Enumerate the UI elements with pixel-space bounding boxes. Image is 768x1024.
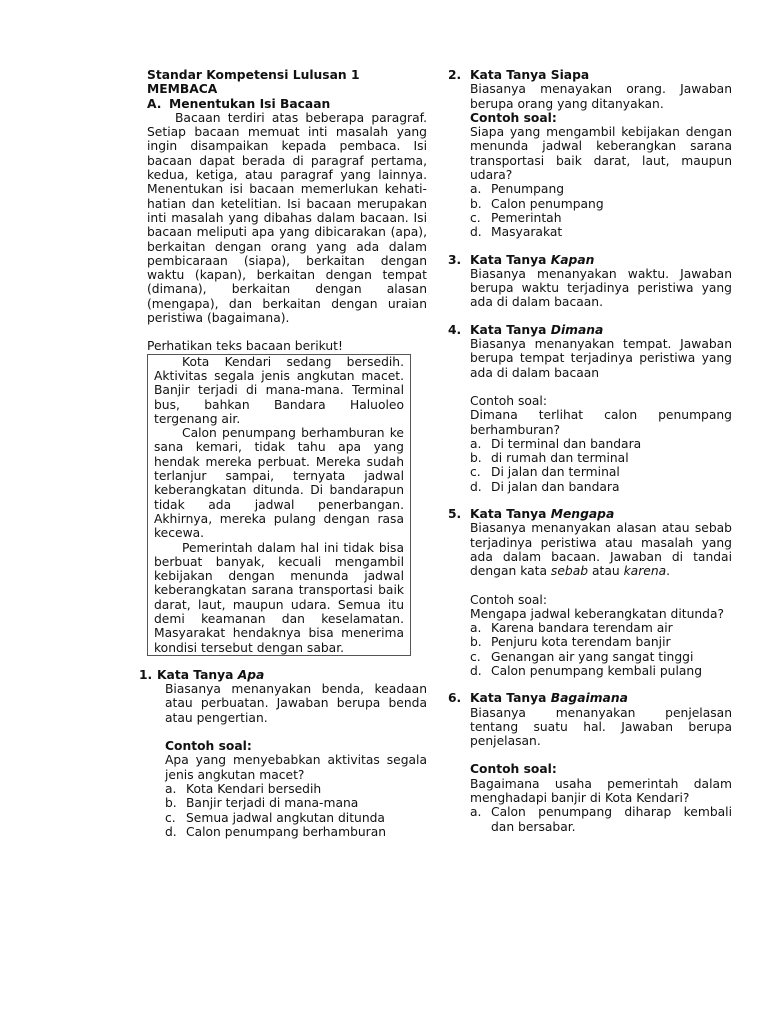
section-siapa-example-label: Contoh soal: — [470, 110, 557, 125]
section-bagaimana-example-label: Contoh soal: — [470, 762, 557, 777]
section-dimana-description: Biasanya menanyakan tempat. Jawaban berupa tempat terjadinya peristiwa yang ada di dalam bacaan — [470, 337, 732, 380]
section-apa-keyword: Apa — [237, 667, 265, 682]
answer-option: a. Karena bandara terendam air — [470, 621, 673, 636]
section-a-heading — [147, 97, 427, 111]
answer-option: c. Semua jadwal angkutan ditunda — [165, 810, 385, 825]
section-dimana-example-label: Contoh soal: — [470, 393, 547, 408]
answer-option: b. Penjuru kota terendam banjir — [470, 635, 671, 650]
reading-paragraph-3: Pemerintah dalam hal ini tidak bisa berbuat banyak, kecuali mengambil kebijakan dengan menunda jadwal keberangkatan sarana transportasi baik darat, laut, maupun udara. Semua itu demi keamanan dan keselamatan. Masyarakat hendaknya bisa menerima kondisi tersebut dengan sabar. — [154, 540, 404, 655]
section-siapa-heading: 2. Kata Tanya Siapa — [448, 68, 590, 82]
section-kapan-heading: 3. Kata Tanya Kapan — [448, 252, 595, 267]
section-mengapa-keyword: Mengapa — [550, 507, 615, 522]
section-bagaimana-keyword: Bagaimana — [550, 691, 628, 706]
section-dimana — [448, 323, 732, 494]
section-mengapa-description: Biasanya menanyakan alasan atau sebab terjadinya peristiwa atau masalah yang ada dalam bacaan. Jawaban di tandai dengan kata sebab atau karena. — [470, 521, 732, 579]
reading-paragraph-2: Calon penumpang berhamburan ke sana kemari, tidak tahu apa yang hendak mereka perbuat. Mereka sudah terlanjur sampai, ternyata jadwal keberangkatan ditunda. Di bandarapun tidak ada jadwal penerbangan. Akhirnya, mereka pulang dengan rasa kecewa. — [154, 426, 404, 541]
section-apa-question: Apa yang menyebabkan aktivitas segala jenis angkutan macet? — [165, 753, 427, 782]
section-kapan-keyword: Kapan — [550, 252, 595, 267]
reading-paragraph-1: Kota Kendari sedang bersedih. Aktivitas segala jenis angkutan macet. Banjir terjadi di mana-mana. Terminal bus, bahkan Bandara Haluoleo tergenang air. — [154, 354, 404, 426]
document-subtitle: MEMBACA — [147, 82, 218, 97]
answer-option: d. Di jalan dan bandara — [470, 479, 620, 494]
section-dimana-heading: 4. Kata Tanya Dimana — [448, 322, 604, 337]
answer-option: b. Calon penumpang — [470, 196, 604, 211]
reading-passage-box — [147, 354, 411, 656]
section-dimana-keyword: Dimana — [550, 322, 604, 337]
answer-option: a. Penumpang — [470, 182, 565, 197]
section-apa-description: Biasanya menanyakan benda, keadaan atau perbuatan. Jawaban berupa benda atau pengertian. — [165, 682, 427, 725]
section-siapa — [448, 68, 732, 240]
answer-option: a. Di terminal dan bandara — [470, 436, 642, 451]
section-siapa-keyword: Siapa — [550, 68, 590, 82]
reading-intro: Perhatikan teks bacaan berikut! — [147, 339, 343, 354]
section-bagaimana-heading: 6. Kata Tanya Bagaimana — [448, 691, 628, 706]
section-apa-heading: 1. Kata Tanya Apa — [139, 667, 265, 682]
section-bagaimana-description: Biasanya menanyakan penjelasan tentang suatu hal. Jawaban berupa penjelasan. — [470, 705, 732, 749]
section-siapa-question: Siapa yang mengambil kebijakan dengan menunda jadwal keberangkan sarana transportasi baik darat, laut, maupun udara? — [470, 125, 732, 183]
section-a-title: Menentukan Isi Bacaan — [169, 96, 331, 111]
answer-option: b. di rumah dan terminal — [470, 451, 629, 466]
answer-option: d. Calon penumpang kembali pulang — [470, 663, 703, 678]
section-kapan-description: Biasanya menanyakan waktu. Jawaban berupa waktu terjadinya peristiwa yang ada di dalam bacaan. — [470, 266, 732, 310]
section-apa — [139, 668, 427, 839]
answer-option: c. Di jalan dan terminal — [470, 465, 620, 480]
answer-option: a. Kota Kendari bersedih — [165, 781, 322, 796]
left-column — [139, 68, 427, 839]
section-mengapa — [448, 507, 732, 678]
answer-option: b. Banjir terjadi di mana-mana — [165, 796, 359, 811]
answer-option: d. Calon penumpang berhamburan — [165, 824, 387, 839]
answer-option: d. Masyarakat — [470, 225, 563, 240]
section-siapa-description: Biasanya menayakan orang. Jawaban berupa orang yang ditanyakan. — [470, 82, 732, 111]
section-kapan — [448, 253, 732, 310]
answer-option: a. Calon penumpang diharap kembali dan bersabar. — [470, 805, 732, 834]
section-dimana-question: Dimana terlihat calon penumpang berhamburan? — [470, 408, 732, 437]
intro-paragraph: Bacaan terdiri atas beberapa paragraf. Setiap bacaan memuat inti masalah yang ingin disampaikan kepada pembaca. Isi bacaan dapat berada di paragraf pertama, kedua, ketiga, atau paragraf yang lainnya. Menentukan isi bacaan memerlukan kehati-hatian dan ketelitian. Isi bacaan merupakan inti masalah yang dibahas dalam bacaan. Isi bacaan meliputi apa yang dibicarakan (apa), berkaitan dengan orang yang ada dalam pembicaraan (siapa), berkaitan dengan waktu (kapan), berkaitan dengan tempat (dimana), berkaitan dengan alasan (mengapa), dan berkaitan dengan uraian peristiwa (bagaimana). — [147, 110, 427, 326]
section-bagaimana-question: Bagaimana usaha pemerintah dalam menghadapi banjir di Kota Kendari? — [470, 776, 732, 806]
section-mengapa-example-label: Contoh soal: — [470, 592, 547, 607]
right-column — [448, 68, 732, 834]
document-title: Standar Kompetensi Lulusan 1 — [147, 68, 360, 82]
section-bagaimana — [448, 691, 732, 834]
section-a-letter: A. — [147, 96, 162, 111]
section-apa-example-label: Contoh soal: — [165, 739, 252, 754]
answer-option: c. Genangan air yang sangat tinggi — [470, 649, 694, 664]
section-mengapa-question: Mengapa jadwal keberangkatan ditunda? — [470, 606, 725, 621]
answer-option: c. Pemerintah — [470, 210, 562, 225]
section-mengapa-heading: 5. Kata Tanya Mengapa — [448, 507, 615, 522]
